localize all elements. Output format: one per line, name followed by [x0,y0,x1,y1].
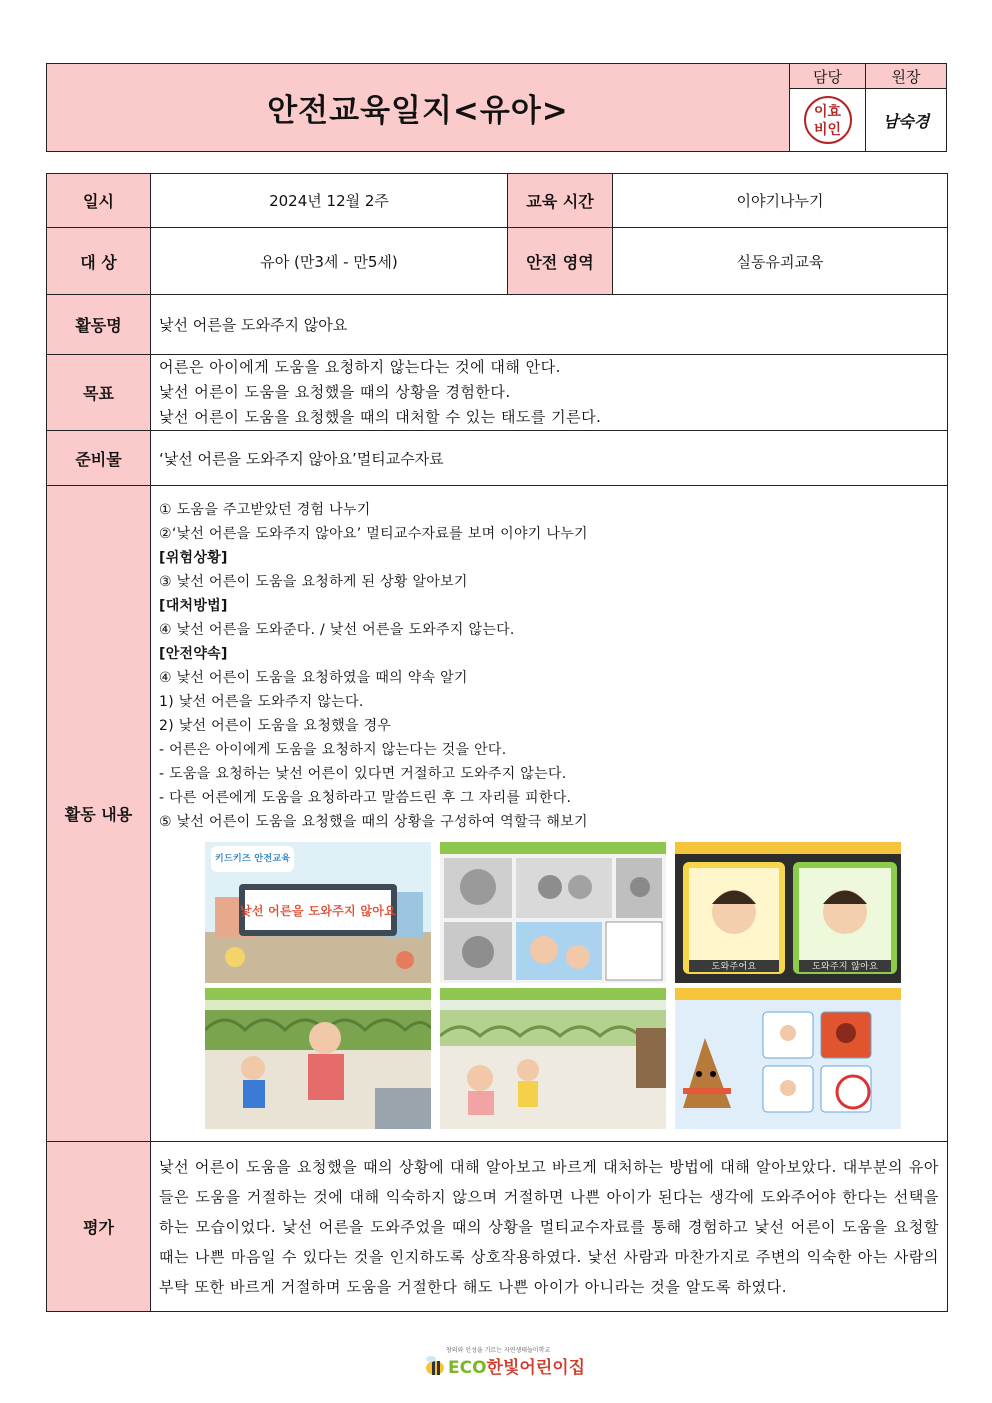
section-heading: [대처방법] [159,598,228,614]
evaluation-label: 평가 [47,1142,151,1312]
header-table [46,63,947,152]
target-value: 유아 (만3세 - 만5세) [151,228,508,295]
area-value: 실동유괴교육 [613,228,948,295]
helping-scene-image [205,988,431,1129]
date-value: 2024년 12월 2주 [151,174,508,228]
time-value: 이야기나누기 [613,174,948,228]
materials-label: 준비물 [47,431,151,486]
content-line: ③ 낯선 어른이 도움을 요청하게 된 상황 알아보기 [159,574,468,590]
head-teacher-stamp-cell [790,89,866,152]
footer-tagline: 창의와 인성을 기르는 자연생태놀이학교 [446,1347,551,1354]
content-line: 1) 낯선 어른을 도와주지 않는다. [159,694,364,710]
goal-item: 낯선 어른이 도움을 요청했을 때의 상황을 경험한다. [159,383,511,401]
director-label: 원장 [866,64,947,89]
goal-label: 목표 [47,355,151,431]
document-title: 안전교육일지<유아> [47,64,790,152]
section-heading: [위험상황] [159,550,228,566]
cover-image [205,842,431,983]
cover-brand-text: 키드키즈 안전교육 [211,846,294,872]
main-table [46,173,948,1312]
evaluation-text: 낯선 어른이 도움을 요청했을 때의 상황에 대해 알아보고 바르게 대처하는 방법에 대해 알아보았다. 대부분의 유아들은 도움을 거절하는 것에 대해 익숙하지 않으며 거절하면 나쁜 아이가 된다는 생각에 도와주어야 한다는 선택을 하는 모습이었다. 낯선 어른을 도와주었을 때의 상황을 멀티교수자료를 통해 경험하고 낯선 어른이 도움을 요청할 때는 나쁜 마음일 수 있다는 것을 인지하도록 상호작용하였다. 낯선 사람과 마찬가지로 주변의 익숙한 아는 사람의 부탁 또한 바르게 거절하며 도움을 거절한다 해도 나쁜 아이가 아니라는 것을 알도록 하였다. [151,1142,948,1312]
content-line: ⑤ 낯선 어른이 도움을 요청했을 때의 상황을 구성하여 역할극 해보기 [159,814,588,830]
footer-school-name: ECO한빛어린이집 [448,1358,586,1378]
materials-value: ‘낯선 어른을 도와주지 않아요’멀티교수자료 [151,431,948,486]
content-line: ④ 낯선 어른이 도움을 요청하였을 때의 약속 알기 [159,670,468,686]
content-line: ②‘낯선 어른을 도와주지 않아요’ 멀티교수자료를 보며 이야기 나누기 [159,526,588,542]
content-line: ① 도움을 주고받았던 경험 나누기 [159,502,371,518]
activity-name-label: 활동명 [47,295,151,355]
area-label: 안전 영역 [508,228,613,295]
content-line: - 어른은 아이에게 도움을 요청하지 않는다는 것을 안다. [159,742,507,758]
footer-logo [422,1345,586,1381]
activity-content-label: 활동 내용 [47,486,151,1142]
goal-item: 낯선 어른이 도움을 요청했을 때의 대처할 수 있는 태도를 기른다. [159,408,602,426]
director-signature: 남숙경 [882,111,930,131]
target-label: 대 상 [47,228,151,295]
section-heading: [안전약속] [159,646,228,662]
content-line: 2) 낯선 어른이 도움을 요청했을 경우 [159,718,392,734]
activity-name-value: 낯선 어른을 도와주지 않아요 [151,295,948,355]
choice-image [675,842,901,983]
time-label: 교육 시간 [508,174,613,228]
activity-image-grid [205,842,905,1129]
head-teacher-label: 담당 [790,64,866,89]
date-label: 일시 [47,174,151,228]
cover-title-text: 낯선 어른을 도와주지 않아요 [239,904,397,918]
choice-no-help-text: 도와주지 않아요 [811,962,879,972]
goal-list [151,355,948,431]
content-line: - 도움을 요청하는 낯선 어른이 있다면 거절하고 도와주지 않는다. [159,766,567,782]
activity-content [151,486,948,1142]
content-line: ④ 낯선 어른을 도와준다. / 낯선 어른을 도와주지 않는다. [159,622,515,638]
content-line: - 다른 어른에게 도움을 요청하라고 말씀드린 후 그 자리를 피한다. [159,790,572,806]
refusing-scene-image [440,988,666,1129]
danger-situation-image [440,842,666,983]
goal-item: 어른은 아이에게 도움을 요청하지 않는다는 것에 대해 안다. [159,358,561,376]
seal-stamp: 이효 비인 [804,96,852,144]
choice-help-text: 도와주어요 [711,962,757,972]
director-signature-cell [866,89,947,152]
safety-promise-image [675,988,901,1129]
bee-icon [422,1353,448,1379]
